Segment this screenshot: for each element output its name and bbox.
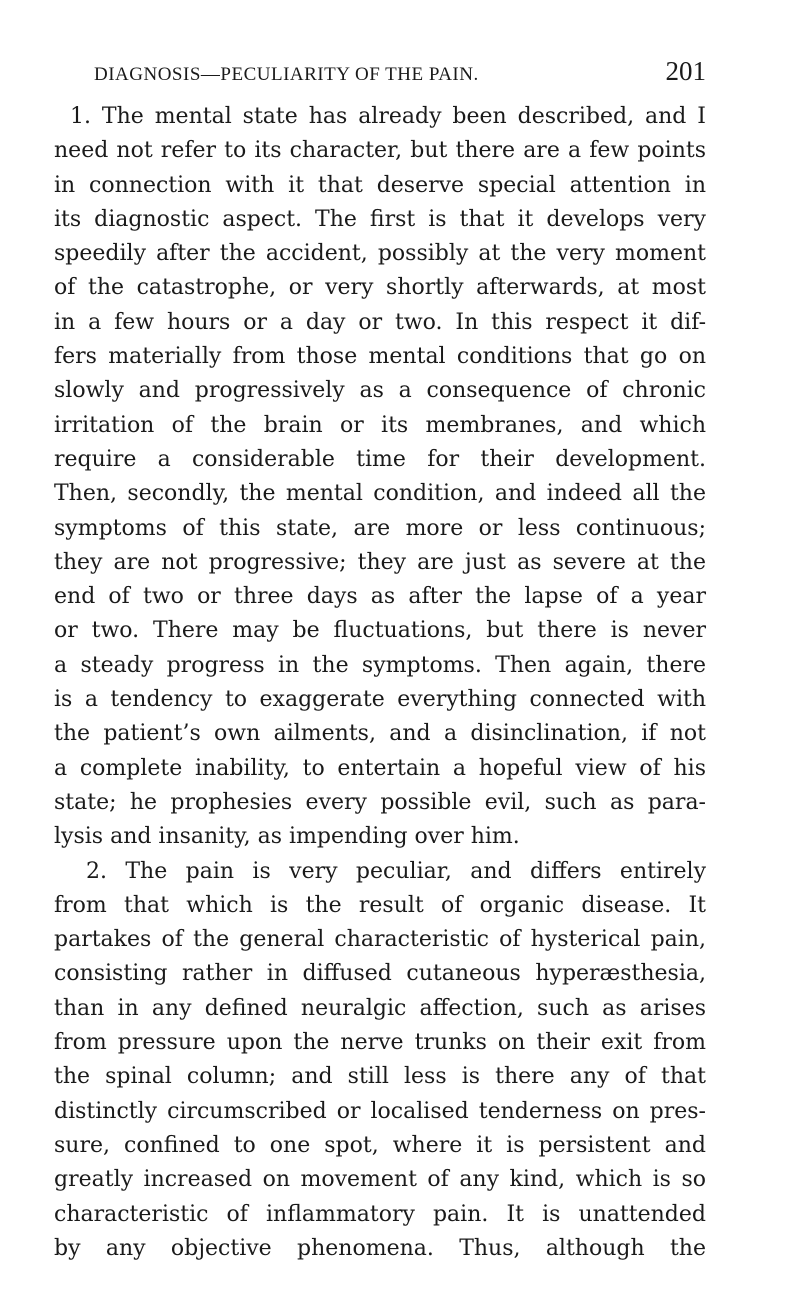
paragraph-2-line: sure, confined to one spot, where it is persistent and: [54, 1132, 706, 1158]
paragraph-1-line: end of two or three days as after the lapse of a year: [54, 584, 706, 610]
paragraph-1-line: a steady progress in the symptoms. Then again, there: [54, 652, 706, 678]
running-head: [94, 56, 706, 86]
paragraph-2-line: from that which is the result of organic disease. It: [54, 892, 706, 918]
body-text: [54, 100, 706, 1266]
paragraph-2-line: consisting rather in diffused cutaneous hyperæsthesia,: [54, 961, 706, 987]
paragraph-1-line: a complete inability, to entertain a hopeful view of his: [54, 755, 706, 781]
paragraph-1-line: require a considerable time for their development.: [54, 446, 706, 472]
paragraph-1-line: symptoms of this state, are more or less continuous;: [54, 515, 706, 541]
paragraph-2-line: than in any defined neuralgic affection, such as arises: [54, 995, 706, 1021]
paragraph-2-line: the spinal column; and still less is there any of that: [54, 1064, 706, 1090]
paragraph-1-line: in connection with it that deserve special attention in: [54, 172, 706, 198]
page-number: 201: [665, 56, 706, 86]
paragraph-2-line: from pressure upon the nerve trunks on their exit from: [54, 1030, 706, 1056]
paragraph-1-line: need not refer to its character, but there are a few points: [54, 138, 706, 164]
paragraph-1-line: state; he prophesies every possible evil, such as para-: [54, 789, 706, 815]
paragraph-2-line: greatly increased on movement of any kind, which is so: [54, 1167, 706, 1193]
paragraph-1-line: in a few hours or a day or two. In this respect it dif-: [54, 309, 706, 335]
running-title: DIAGNOSIS—PECULIARITY OF THE PAIN.: [94, 64, 479, 85]
paragraph-1-line: they are not progressive; they are just as severe at the: [54, 549, 706, 575]
paragraph-1-line: fers materially from those mental conditions that go on: [54, 344, 706, 370]
paragraph-1-line: or two. There may be fluctuations, but there is never: [54, 618, 706, 644]
paragraph-1-line: of the catastrophe, or very shortly afterwards, at most: [54, 275, 706, 301]
paragraph-2-line: characteristic of inflammatory pain. It is unattended: [54, 1201, 706, 1227]
paragraph-1-line: Then, secondly, the mental condition, and indeed all the: [54, 481, 706, 507]
paragraph-1-line: slowly and progressively as a consequence of chronic: [54, 378, 706, 404]
paragraph-2-line: partakes of the general characteristic of hysterical pain,: [54, 927, 706, 953]
paragraph-1-line: speedily after the accident, possibly at the very moment: [54, 241, 706, 267]
paragraph-1-line: the patient’s own ailments, and a disinclination, if not: [54, 721, 706, 747]
paragraph-2-line: by any objective phenomena. Thus, although the: [54, 1235, 706, 1261]
paragraph-2-line: 2. The pain is very peculiar, and differs entirely: [86, 858, 706, 884]
paragraph-1-line: 1. The mental state has already been described, and I: [70, 104, 706, 129]
paragraph-1-line: is a tendency to exaggerate everything connected with: [54, 687, 706, 713]
paragraph-1-line: lysis and insanity, as impending over him.: [54, 824, 520, 850]
paragraph-1-line: its diagnostic aspect. The first is that it develops very: [54, 206, 706, 232]
paragraph-1-line: irritation of the brain or its membranes, and which: [54, 412, 706, 438]
paragraph-2-line: distinctly circumscribed or localised tenderness on pres-: [54, 1098, 706, 1124]
